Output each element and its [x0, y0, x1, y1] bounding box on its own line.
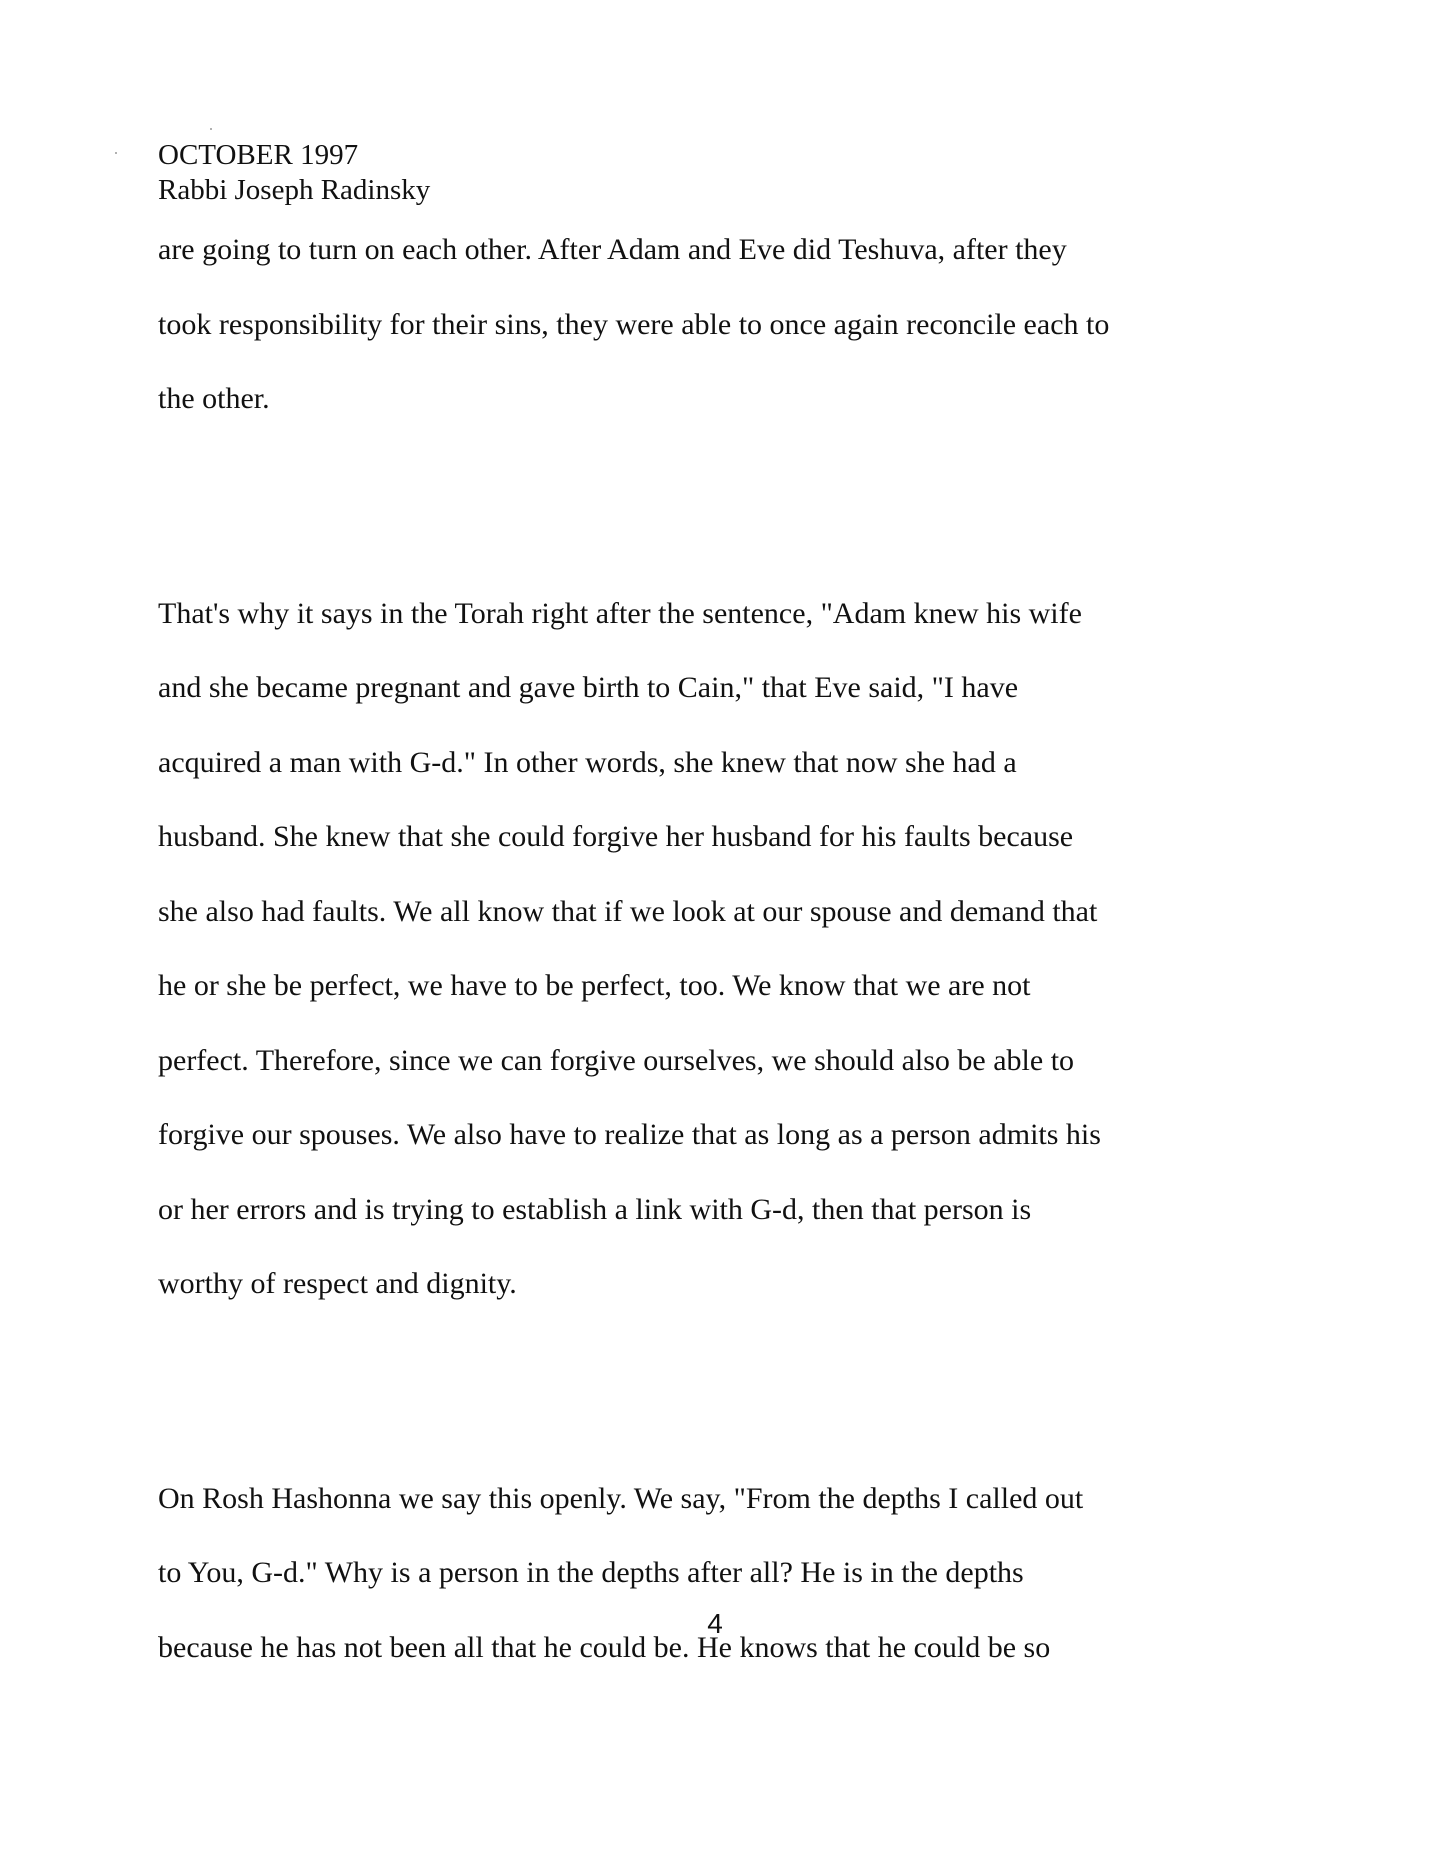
text-line: or her errors and is trying to establish a link with G-d, then that person is — [158, 1192, 1032, 1226]
document-header — [158, 138, 430, 208]
scan-speck — [210, 128, 212, 130]
text-line: took responsibility for their sins, they were able to once again reconcile each to — [158, 307, 1110, 341]
text-line: to You, G-d." Why is a person in the depths after all? He is in the depths — [158, 1556, 1024, 1589]
text-line: husband. She knew that she could forgive her husband for his faults because — [158, 820, 1074, 853]
text-line: because he has not been all that he could be. He knows that he could be so — [158, 1630, 1051, 1664]
text-line: On Rosh Hashonna we say this openly. We say, "From the depths I called out — [158, 1481, 1084, 1515]
text-line: forgive our spouses. We also have to realize that as long as a person admits his — [158, 1118, 1101, 1151]
text-line: the other. — [158, 382, 270, 415]
paragraph — [158, 1481, 1278, 1708]
text-line: acquired a man with G-d." In other words, she knew that now she had a — [158, 745, 1017, 779]
text-line: are going to turn on each other. After Adam and Eve did Teshuva, after they — [158, 233, 1067, 266]
text-line: and she became pregnant and gave birth to Cain," that Eve said, "I have — [158, 671, 1019, 704]
paragraph — [158, 235, 1278, 459]
document-body — [158, 235, 1278, 1707]
text-line: That's why it says in the Torah right after the sentence, "Adam knew his wife — [158, 596, 1082, 630]
scan-speck — [115, 152, 117, 154]
header-author: Rabbi Joseph Radinsky — [158, 174, 431, 206]
paragraph — [158, 596, 1278, 1344]
page-number: 4 — [707, 1608, 723, 1639]
paragraph-gap — [158, 1344, 1278, 1484]
text-line: worthy of respect and dignity. — [158, 1267, 517, 1300]
paragraph-gap — [158, 459, 1278, 599]
text-line: she also had faults. We all know that if we look at our spouse and demand that — [158, 894, 1098, 928]
text-line: perfect. Therefore, since we can forgive ourselves, we should also be able to — [158, 1043, 1075, 1077]
header-date: OCTOBER 1997 — [158, 139, 359, 171]
text-line: he or she be perfect, we have to be perfect, too. We know that we are not — [158, 969, 1031, 1002]
